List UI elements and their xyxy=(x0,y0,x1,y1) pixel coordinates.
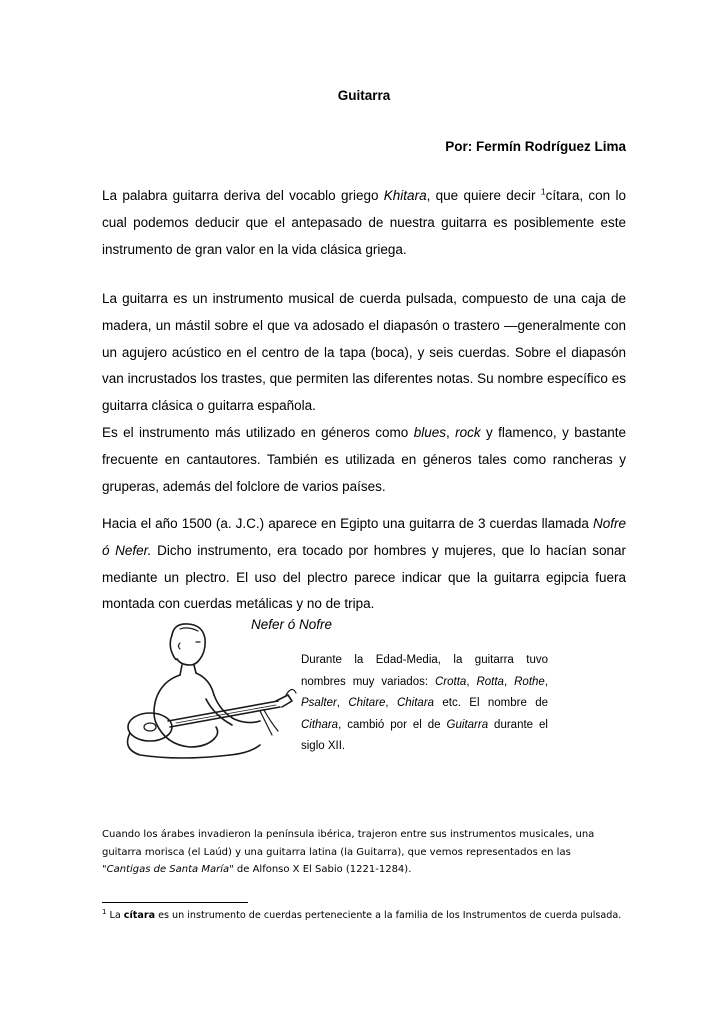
image-caption: Nefer ó Nofre xyxy=(251,617,333,632)
document-title: Guitarra xyxy=(337,88,391,103)
sidebar-text-middle-ages: Durante la Edad-Media, la guitarra tuvo nombres muy variados: Crotta, Rotta, Rothe, Psalter, Chitare, Chitara etc. El nombre de Cithara, cambió por el de Guitarra durante el siglo XII. xyxy=(301,654,549,752)
paragraph-arabs: Cuando los árabes invadieron la península ibérica, trajeron entre sus instrumentos musicales, una guitarra morisca (el Laúd) y una guitarra latina (la Guitarra), que vemos representados en las "Cantigas de Santa María" de Alfonso X El Sabio (1221-1284). xyxy=(102,829,595,875)
footnote: $^1$ La cítara es un instrumento de cuerdas perteneciente a la familia de los Instrumentos de cuerda pulsada. xyxy=(102,907,622,921)
guitar-player-drawing xyxy=(110,615,300,765)
footnote-separator xyxy=(102,902,248,903)
footnote-reference[interactable]: 1 xyxy=(540,186,546,197)
paragraph-egypt: Hacia el año 1500 (a. J.C.) aparece en Egipto una guitarra de 3 cuerdas llamada Nofre ó Nefer. Dicho instrumento, era tocado por hombres y mujeres, que lo hacían sonar mediante un plectro. El uso del plectro parece indicar que la guitarra egipcia fuera montada con cuerdas metálicas y no de tripa. xyxy=(102,516,626,612)
paragraph-definition: La guitarra es un instrumento musical de cuerda pulsada, compuesto de una caja de madera, un mástil sobre el que va adosado el diapasón o trastero —generalmente con un agujero acústico en el centro de la tapa (boca), y seis cuerdas. Sobre el diapasón van incrustados los trastes, que permiten las diferentes notas. Su nombre específico es guitarra clásica o guitarra española. Es el instrumento más utilizado en géneros como blues, rock y flamenco, y bastante frecuente en cantautores. También es utilizada en géneros tales como rancheras y gruperas, además del folclore de varios países. xyxy=(102,291,626,494)
footnote-number: 1 xyxy=(102,907,107,916)
document-author: Por: Fermín Rodríguez Lima xyxy=(445,139,626,154)
paragraph-etymology: La palabra guitarra deriva del vocablo griego Khitara, que quiere decir $^1$cítara, con lo cual podemos deducir que el antepasado de nuestra guitarra es posiblemente este instrumento de gran valor en la vida clásica griega. xyxy=(102,186,626,257)
